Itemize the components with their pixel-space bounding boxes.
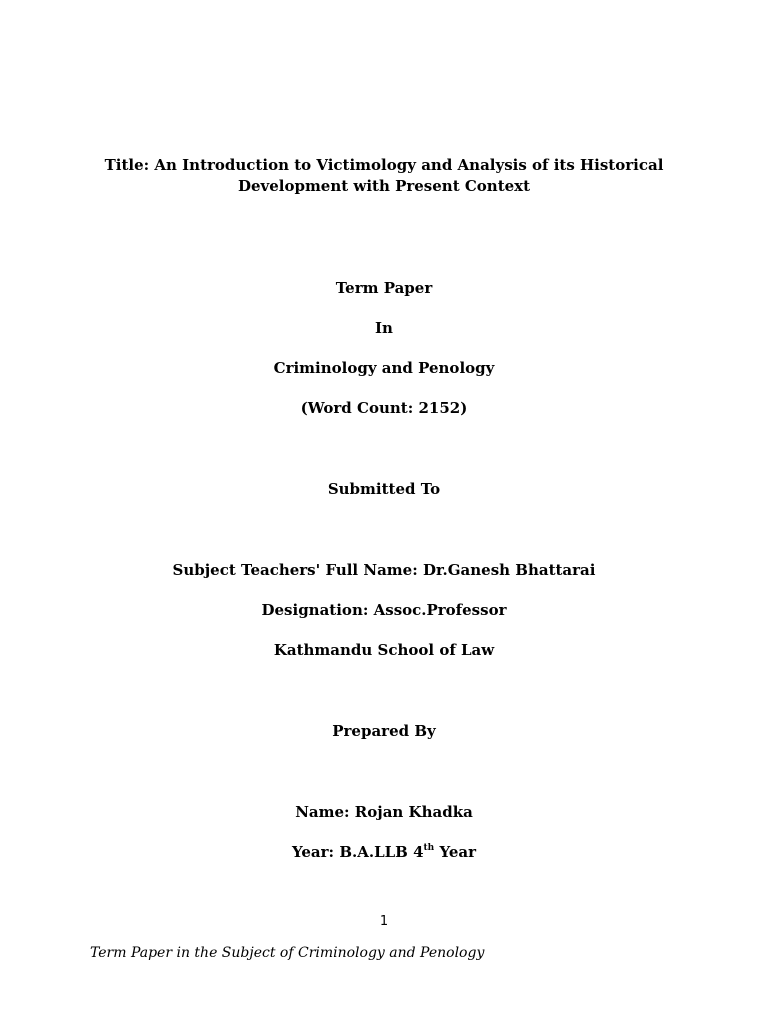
- paper-type: Term Paper: [335, 279, 433, 297]
- page-footer: Term Paper in the Subject of Criminology and Penology: [90, 945, 485, 961]
- student-year-prefix: Year: B.A.LLB 4: [291, 843, 424, 861]
- subject-name: Criminology and Penology: [273, 359, 495, 377]
- paper-title-line-2: Development with Present Context: [237, 177, 531, 195]
- word-count: (Word Count: 2152): [300, 399, 468, 417]
- student-year-suffix: Year: [434, 843, 477, 861]
- in-label: In: [375, 319, 393, 337]
- page-number: 1: [379, 914, 389, 929]
- paper-title-line-1: Title: An Introduction to Victimology and Analysis of its Historical: [104, 156, 664, 174]
- teacher-designation: Designation: Assoc.Professor: [261, 601, 507, 619]
- paper-title: [60, 155, 708, 197]
- student-year-ordinal: th: [423, 843, 435, 853]
- student-name: Name: Rojan Khadka: [295, 803, 473, 821]
- student-year: [0, 842, 768, 863]
- prepared-by-heading: Prepared By: [332, 722, 436, 740]
- school-name: Kathmandu School of Law: [273, 641, 495, 659]
- submitted-to-heading: Submitted To: [327, 480, 441, 498]
- teacher-name: Subject Teachers' Full Name: Dr.Ganesh Bhattarai: [172, 561, 596, 579]
